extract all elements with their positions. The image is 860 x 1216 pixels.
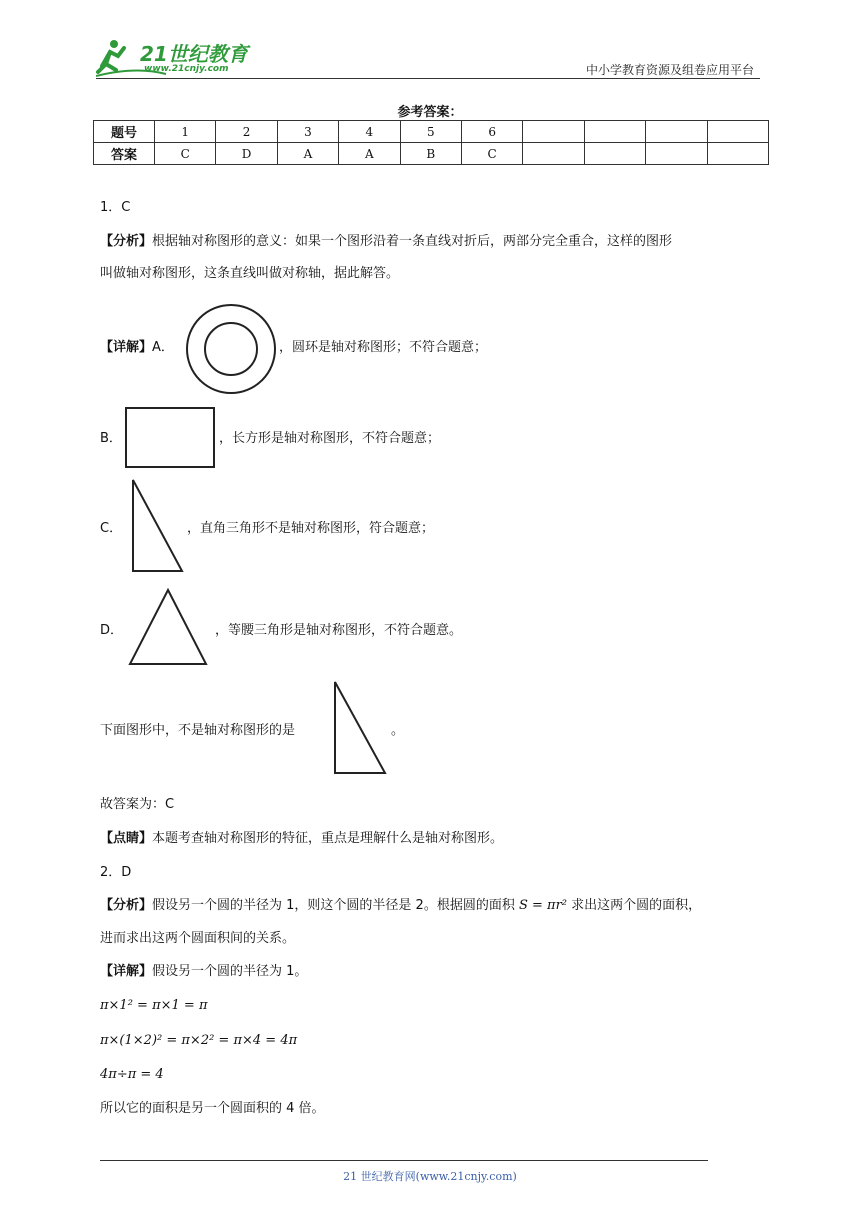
detail-text: 假设另一个圆的半径为 1。 — [152, 964, 308, 979]
table-cell — [646, 143, 707, 165]
table-cell — [707, 121, 768, 143]
table-cell: B — [400, 143, 461, 165]
q1-analysis — [100, 233, 672, 251]
equation-3: 4π÷π = 4 — [100, 1067, 164, 1082]
row-label-answer: 答案 — [94, 143, 155, 165]
option-a-label: A． — [152, 340, 174, 355]
detail-tag: 【详解】 — [100, 964, 153, 979]
equation-1: π×1² = π×1 = π — [100, 998, 208, 1013]
rectangle-figure — [124, 406, 218, 470]
site-logo — [96, 36, 256, 80]
area-formula: S = πr² — [518, 898, 568, 913]
analysis-tag: 【分析】 — [100, 234, 153, 249]
table-row — [94, 143, 769, 165]
footer-link[interactable]: 21 世纪教育网(www.21cnjy.com) — [343, 1170, 517, 1183]
option-c-label: C． — [100, 521, 123, 536]
q1-final-answer: 故答案为：C — [100, 797, 175, 812]
table-row — [94, 121, 769, 143]
row-label-number: 题号 — [94, 121, 155, 143]
detail-tag: 【详解】 — [100, 340, 153, 355]
table-cell: D — [216, 143, 277, 165]
comment-text: 本题考查轴对称图形的特征，重点是理解什么是轴对称图形。 — [152, 831, 504, 846]
option-c-text: ，直角三角形不是轴对称图形，符合题意； — [187, 521, 435, 536]
table-cell: A — [277, 143, 338, 165]
header-divider — [96, 78, 760, 79]
table-cell: 4 — [339, 121, 400, 143]
right-triangle-figure — [128, 476, 188, 576]
table-cell — [584, 143, 645, 165]
q1-heading: 1．C — [100, 200, 131, 215]
table-cell — [707, 143, 768, 165]
logo-url: www.21cnjy.com — [144, 64, 229, 74]
option-b-text: ，长方形是轴对称图形，不符合题意； — [219, 431, 441, 446]
comment-tag: 【点睛】 — [100, 831, 153, 846]
table-cell: 3 — [277, 121, 338, 143]
answer-key-title: 参考答案： — [397, 105, 463, 120]
q1-detail-a — [100, 339, 174, 357]
q1-conclusion-end: 。 — [391, 723, 405, 738]
option-a-text: ，圆环是轴对称图形；不符合题意； — [279, 340, 488, 355]
equation-2: π×(1×2)² = π×2² = π×4 = 4π — [100, 1033, 298, 1048]
option-d-label: D． — [100, 623, 124, 638]
q1-analysis-line2: 叫做轴对称图形，这条直线叫做对称轴，据此解答。 — [100, 266, 400, 281]
table-cell: C — [155, 143, 216, 165]
answer-table — [93, 120, 769, 165]
q1-comment — [100, 830, 503, 848]
answer-triangle-figure — [330, 678, 390, 778]
q2-detail — [100, 963, 307, 981]
q2-analysis — [100, 897, 701, 915]
analysis-text-end: 求出这两个圆的面积， — [571, 898, 702, 913]
table-cell: 5 — [400, 121, 461, 143]
q2-conclusion: 所以它的面积是另一个圆面积的 4 倍。 — [100, 1101, 325, 1116]
option-b-label: B． — [100, 431, 122, 446]
logo-text: 21世纪教育 — [140, 42, 248, 66]
analysis-text: 根据轴对称图形的意义：如果一个图形沿着一条直线对折后，两部分完全重合，这样的图形 — [152, 234, 673, 249]
analysis-text: 假设另一个圆的半径为 1，则这个圆的半径是 2。根据圆的面积 — [152, 898, 515, 913]
q2-heading: 2．D — [100, 865, 132, 880]
option-d-text: ，等腰三角形是轴对称图形，不符合题意。 — [215, 623, 463, 638]
table-cell — [646, 121, 707, 143]
table-cell: C — [461, 143, 522, 165]
q2-analysis-line2: 进而求出这两个圆面积间的关系。 — [100, 931, 296, 946]
table-cell: 1 — [155, 121, 216, 143]
isosceles-triangle-figure — [126, 586, 210, 668]
q1-conclusion: 下面图形中，不是轴对称图形的是 — [100, 723, 296, 738]
table-cell: 2 — [216, 121, 277, 143]
table-cell: A — [339, 143, 400, 165]
footer-divider — [100, 1160, 708, 1161]
header-platform-text: 中小学教育资源及组卷应用平台 — [585, 63, 754, 77]
table-cell — [523, 143, 584, 165]
table-cell — [523, 121, 584, 143]
ring-figure — [184, 302, 278, 396]
table-cell: 6 — [461, 121, 522, 143]
analysis-tag: 【分析】 — [100, 898, 153, 913]
table-cell — [584, 121, 645, 143]
